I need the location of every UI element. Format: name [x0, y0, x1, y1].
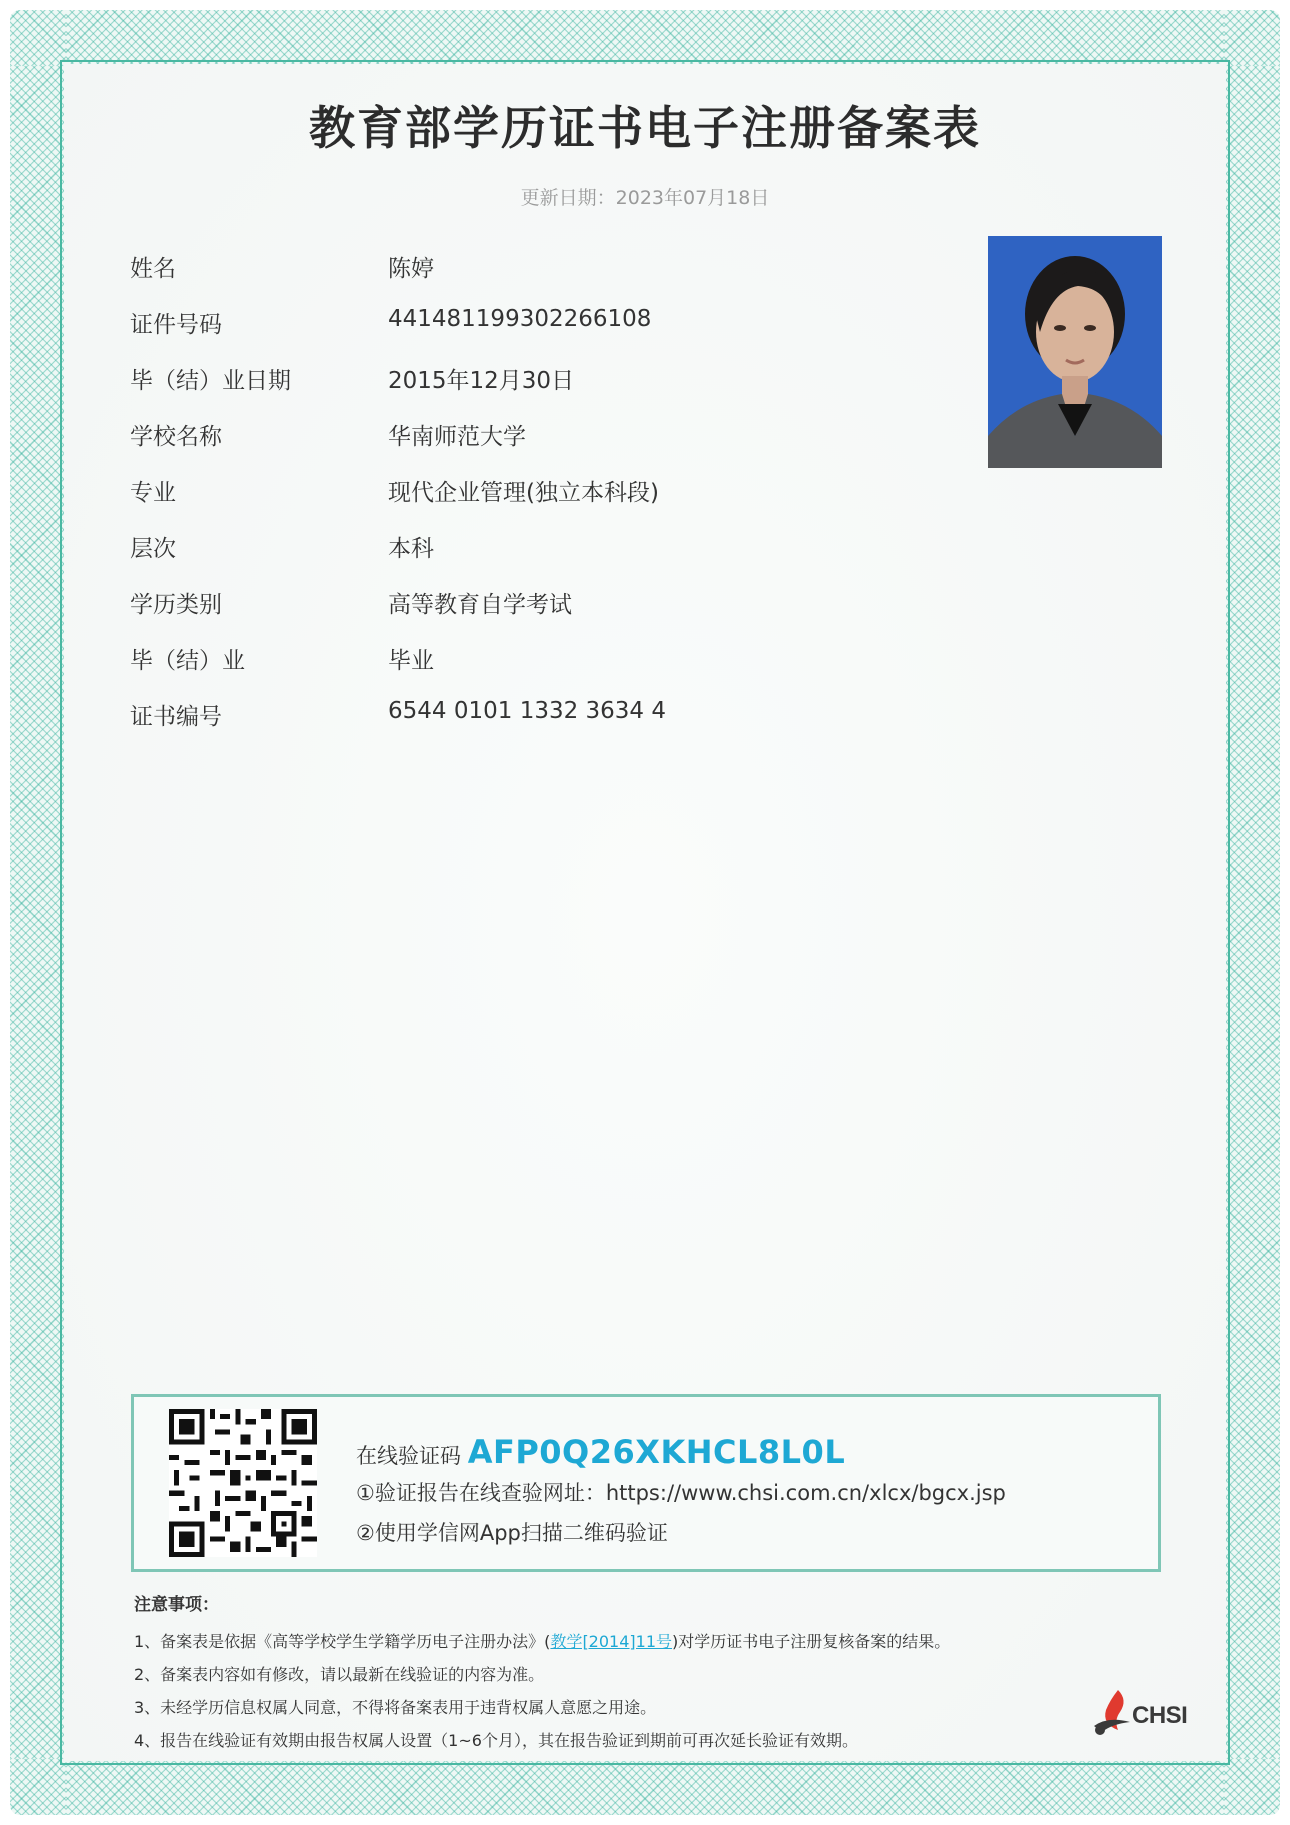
field-value: 本科 [388, 536, 434, 562]
qr-code-icon [169, 1409, 317, 1557]
verification-panel [131, 1394, 1161, 1572]
field-value: 华南师范大学 [388, 424, 526, 450]
verification-text [356, 1433, 1006, 1547]
field-row-level [130, 530, 930, 570]
update-date: 更新日期：2023年07月18日 [520, 187, 770, 209]
chsi-flame-icon [1088, 1686, 1136, 1740]
field-label: 学校名称 [130, 424, 222, 450]
chsi-logo [1088, 1686, 1196, 1740]
field-label: 毕（结）业日期 [130, 368, 291, 394]
chsi-logo-text: CHSI [1132, 1702, 1188, 1729]
regulation-link[interactable]: 教学[2014]11号 [550, 1632, 673, 1651]
note-item-1 [134, 1625, 950, 1658]
portrait-image [988, 236, 1162, 468]
field-value: 441481199302266108 [388, 306, 652, 332]
field-value: 高等教育自学考试 [388, 592, 572, 618]
verification-url-line: ①验证报告在线查验网址：https://www.chsi.com.cn/xlcx/bgcx.jsp [356, 1481, 1006, 1505]
field-row-id-number [130, 306, 930, 346]
field-label: 层次 [130, 536, 176, 562]
field-row-name [130, 250, 930, 290]
notes-title: 注意事项： [134, 1595, 219, 1615]
field-value: 毕业 [388, 648, 434, 674]
note-text: 1、备案表是依据《高等学校学生学籍学历电子注册办法》( [134, 1632, 551, 1651]
field-label: 毕（结）业 [130, 648, 245, 674]
field-row-certificate-number [130, 698, 930, 738]
field-label: 姓名 [130, 256, 176, 282]
verification-code-line [356, 1433, 1006, 1471]
field-label: 证书编号 [130, 704, 222, 730]
note-item-4: 4、报告在线验证有效期由报告权属人设置（1~6个月），其在报告验证到期前可再次延长验证有效期。 [134, 1731, 858, 1750]
field-row-school [130, 418, 930, 458]
field-row-graduation-status [130, 642, 930, 682]
note-item-2: 2、备案表内容如有修改，请以最新在线验证的内容为准。 [134, 1665, 545, 1684]
verification-code-label: 在线验证码 [356, 1444, 461, 1468]
document-title: 教育部学历证书电子注册备案表 [309, 101, 981, 155]
field-row-major [130, 474, 930, 514]
field-label: 证件号码 [130, 312, 222, 338]
field-row-education-type [130, 586, 930, 626]
field-value: 2015年12月30日 [388, 368, 575, 394]
verification-app-line: ②使用学信网App扫描二维码验证 [356, 1521, 668, 1545]
notes-section [134, 1590, 950, 1757]
field-label: 学历类别 [130, 592, 222, 618]
field-value: 现代企业管理(独立本科段) [388, 480, 659, 506]
verification-code: AFP0Q26XKHCL8L0L [467, 1433, 846, 1471]
field-value: 6544 0101 1332 3634 4 [388, 698, 667, 724]
qr-code[interactable] [169, 1409, 317, 1557]
note-item-3: 3、未经学历信息权属人同意，不得将备案表用于违背权属人意愿之用途。 [134, 1698, 657, 1717]
field-value: 陈婷 [388, 256, 434, 282]
field-label: 专业 [130, 480, 176, 506]
id-photo [988, 236, 1162, 468]
note-text: )对学历证书电子注册复核备案的结果。 [672, 1632, 951, 1651]
field-row-graduation-date [130, 362, 930, 402]
